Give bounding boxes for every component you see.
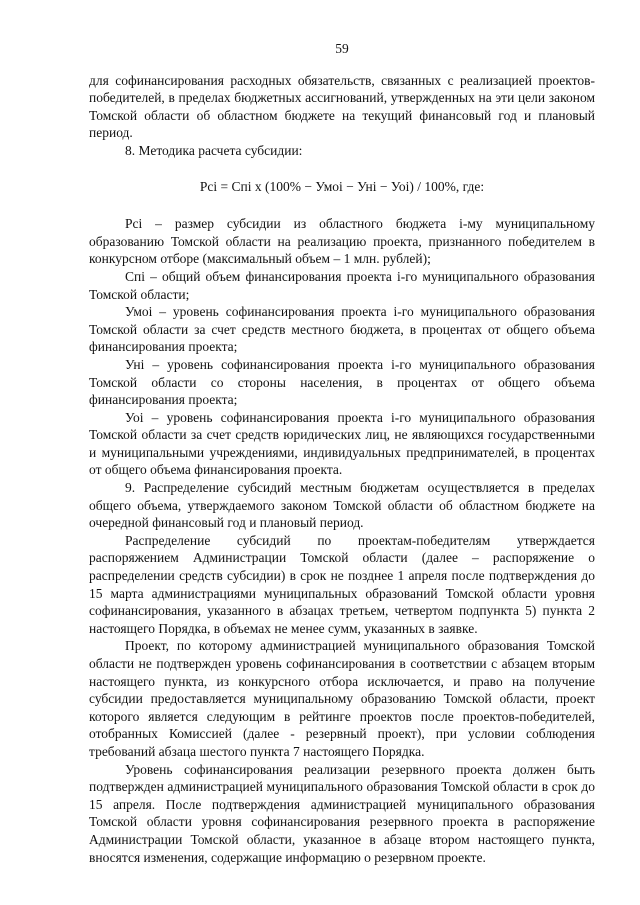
definition-umoi: Умоі – уровень софинансирования проекта і-го муниципального образования Томской области за счет средств местного бюджета, в процентах от общего объема финансирования проекта; bbox=[89, 304, 595, 355]
definition-uoi: Уоі – уровень софинансирования проекта і-го муниципального образования Томской области за счет средств юридических лиц, не являющихся государственными и муниципальными учреждениями, индивидуальных предпринимателей, в процентах от общего объема финансирования проекта. bbox=[89, 409, 595, 478]
page-number: 59 bbox=[335, 41, 349, 56]
definition-rsi: Рсі – размер субсидии из областного бюджета і-му муниципальному образованию Томской области на реализацию проекта, признанного победителем в конкурсном отборе (максимальный объем – 1 млн. рублей); bbox=[89, 216, 595, 267]
definition-spi: Спі – общий объем финансирования проекта і-го муниципального образования Томской области; bbox=[89, 268, 595, 302]
section-9-paragraph: 9. Распределение субсидий местным бюджетам осуществляется в пределах общего объема, утверждаемого законом Томской области об областном бюджете на очередной финансовый год и плановый период. bbox=[89, 480, 595, 531]
reserve-project-paragraph: Проект, по которому администрацией муниципального образования Томской области не подтвержден уровень софинансирования в соответствии с абзацем вторым настоящего пункта, из конкурсного отбора исключается, и право на получение субсидии предоставляется муниципальному образованию Томской области, проект которого является следующим в рейтинге проектов после проектов-победителей, отобранных Комиссией (далее - резервный проект), при условии соблюдения требований абзаца шестого пункта 7 настоящего Порядка. bbox=[89, 638, 595, 759]
subsidy-formula: Рсі = Спі х (100% − Умоі − Уні − Уоі) / 100%, где: bbox=[199, 178, 485, 194]
paragraph-continuation: для софинансирования расходных обязательств, связанных с реализацией проектов-победителей, в пределах бюджетных ассигнований, утвержденных на эти цели законом Томской области об областном бюджете на текущий финансовый год и плановый период. bbox=[89, 72, 595, 141]
definition-uni: Уні – уровень софинансирования проекта і-го муниципального образования Томской области со стороны населения, в процентах от общего объема финансирования проекта; bbox=[89, 356, 595, 408]
section-8-heading: 8. Методика расчета субсидии: bbox=[125, 142, 303, 158]
distribution-paragraph: Распределение субсидий по проектам-победителям утверждается распоряжением Администрации Томской области (далее – распоряжение о распределении средств субсидии) в срок не позднее 1 апреля после подтверждения до 15 марта администрациями муниципальных образований Томской области уровня софинансирования, указанного в абзацах третьем, четвертом подпункта 5) пункта 2 настоящего Порядка, в объемах не менее сумм, указанных в заявке. bbox=[89, 532, 595, 636]
document-page bbox=[89, 40, 595, 866]
reserve-confirmation-paragraph: Уровень софинансирования реализации резервного проекта должен быть подтвержден администрацией муниципального образования Томской области в срок до 15 апреля. После подтверждения администрацией муниципального образования Томской области уровня софинансирования резервного проекта в распоряжение Администрации Томской области, указанное в абзаце втором настоящего пункта, вносятся изменения, содержащие информацию о резервном проекте. bbox=[89, 761, 595, 865]
